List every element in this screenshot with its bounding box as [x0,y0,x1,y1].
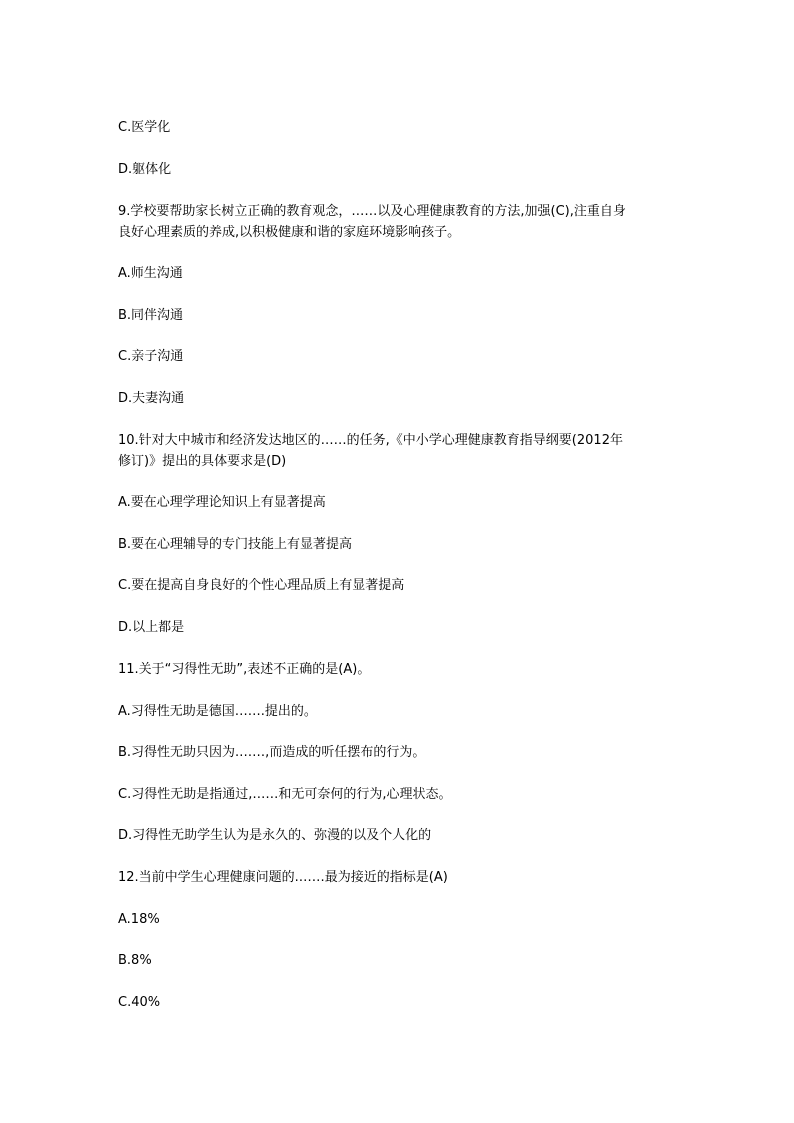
q9-option-b: B.同伴沟通 [118,308,184,323]
q9-stem-line1: 9.学校要帮助家长树立正确的教育观念，……以及心理健康教育的方法,加强(C),注重自身 [118,204,626,219]
q12-option-a: A.18% [118,912,160,927]
q12-option-c: C.40% [118,995,161,1010]
q9-option-c: C.亲子沟通 [118,349,184,364]
q12-option-b: B.8% [118,953,152,968]
q9-option-a: A.师生沟通 [118,266,183,281]
q11-option-d: D.习得性无助学生认为是永久的、弥漫的以及个人化的 [118,828,432,843]
q9-option-d: D.夫妻沟通 [118,391,185,406]
q11-option-a: A.习得性无助是德国…….提出的。 [118,704,317,719]
q10-option-c: C.要在提高自身良好的个性心理品质上有显著提高 [118,578,405,593]
q11-option-b: B.习得性无助只因为.……,而造成的听任摆布的行为。 [118,745,426,760]
q10-option-b: B.要在心理辅导的专门技能上有显著提高 [118,537,353,552]
q9-stem-line2: 良好心理素质的养成,以积极健康和谐的家庭环境影响孩子。 [118,225,461,240]
q10-stem-line1: 10.针对大中城市和经济发达地区的……的任务,《中小学心理健康教育指导纲要(2012年 [118,433,623,448]
q12-stem: 12.当前中学生心理健康问题的.……最为接近的指标是(A) [118,870,448,885]
q10-option-a: A.要在心理学理论知识上有显著提高 [118,495,326,510]
q8-option-d: D.躯体化 [118,162,172,177]
q8-option-c: C.医学化 [118,120,171,135]
q10-option-d: D.以上都是 [118,620,185,635]
q11-stem: 11.关于“习得性无助”,表述不正确的是(A)。 [118,662,371,677]
q10-stem-line2: 修订)》提出的具体要求是(D) [118,454,287,469]
q11-option-c: C.习得性无助是指通过,……和无可奈何的行为,心理状态。 [118,787,452,802]
